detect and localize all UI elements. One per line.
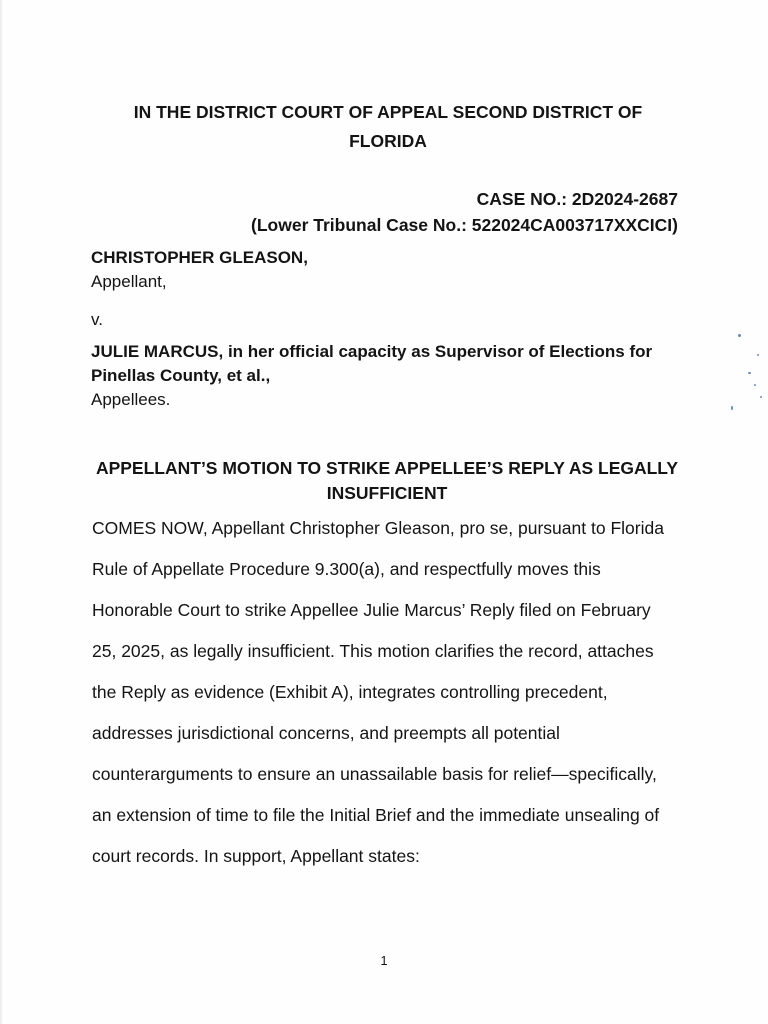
scan-edge-shadow — [0, 0, 3, 1024]
body-line: addresses jurisdictional concerns, and preempts all potential — [92, 723, 560, 743]
court-title-line-2: FLORIDA — [349, 131, 427, 151]
appellee-block — [91, 340, 691, 412]
appellee-name-line-1: JULIE MARCUS, in her official capacity as Supervisor of Elections for — [91, 342, 653, 361]
scan-speck — [748, 372, 751, 374]
scan-speck — [738, 334, 741, 337]
page-number: 1 — [380, 953, 388, 968]
court-title — [90, 98, 686, 156]
body-line: court records. In support, Appellant states: — [92, 846, 420, 866]
scan-speck — [754, 384, 756, 386]
body-line: the Reply as evidence (Exhibit A), integrates controlling precedent, — [92, 682, 608, 702]
appellee-role: Appellees. — [91, 390, 171, 409]
scan-speck — [757, 354, 759, 356]
scan-speck — [731, 406, 733, 410]
body-line: an extension of time to file the Initial Brief and the immediate unsealing of — [92, 805, 660, 825]
body-line: Rule of Appellate Procedure 9.300(a), and respectfully moves this — [92, 559, 601, 579]
motion-title — [80, 456, 694, 506]
motion-title-line-2: INSUFFICIENT — [326, 483, 448, 503]
court-title-line-1: IN THE DISTRICT COURT OF APPEAL SECOND DISTRICT OF — [133, 102, 643, 122]
motion-body — [92, 516, 702, 885]
appellant-block — [91, 246, 308, 294]
appellant-role: Appellant, — [91, 272, 167, 291]
appellant-name: CHRISTOPHER GLEASON, — [91, 248, 308, 267]
lower-tribunal-case-number: (Lower Tribunal Case No.: 522024CA003717XXCICI) — [251, 215, 678, 235]
body-line: Honorable Court to strike Appellee Julie Marcus’ Reply filed on February — [92, 600, 651, 620]
versus-label: v. — [91, 310, 103, 329]
case-number-block — [251, 186, 678, 238]
body-line: counterarguments to ensure an unassailable basis for relief—specifically, — [92, 764, 657, 784]
appellee-name-line-2: Pinellas County, et al., — [91, 366, 271, 385]
body-line: COMES NOW, Appellant Christopher Gleason, pro se, pursuant to Florida — [92, 518, 664, 538]
motion-title-line-1: APPELLANT’S MOTION TO STRIKE APPELLEE’S REPLY AS LEGALLY — [95, 458, 679, 478]
scan-speck — [760, 396, 762, 398]
case-number: CASE NO.: 2D2024-2687 — [476, 189, 678, 209]
body-line: 25, 2025, as legally insufficient. This motion clarifies the record, attaches — [92, 641, 654, 661]
